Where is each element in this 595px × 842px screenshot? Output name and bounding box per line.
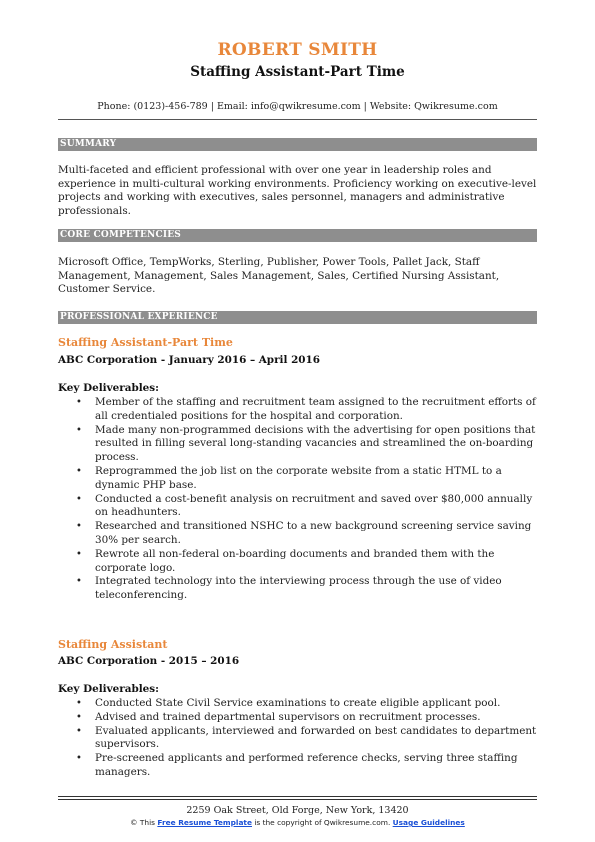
job-2-deliverables-label: Key Deliverables:	[58, 683, 159, 695]
candidate-name: ROBERT SMITH	[217, 40, 378, 60]
list-item: • Pre-screened applicants and performed reference checks, serving three staffing managers.	[76, 752, 518, 778]
job-1-deliverables-label: Key Deliverables:	[58, 382, 159, 394]
list-item: • Integrated technology into the interviewing process through the use of video teleconferencing.	[76, 575, 502, 602]
job-2-bullets	[58, 697, 537, 780]
job-2-company: ABC Corporation - 2015 – 2016	[58, 655, 240, 667]
competencies-text: Microsoft Office, TempWorks, Sterling, Publisher, Power Tools, Pallet Jack, Staff Management, Management, Sales Management, Sales, Certified Nursing Assistant, Customer Service.	[58, 256, 500, 296]
experience-heading: PROFESSIONAL EXPERIENCE	[58, 311, 537, 324]
copyright-prefix: © This	[130, 818, 156, 827]
job-1-bullets	[58, 396, 537, 603]
footer-divider-secondary	[58, 799, 537, 800]
bullet-icon: •	[76, 698, 82, 709]
list-item: • Member of the staffing and recruitment team assigned to the recruitment efforts of all credentialed positions for the hospital and corporation.	[76, 396, 536, 422]
list-item: • Researched and transitioned NSHC to a new background screening service saving 30% per search.	[76, 520, 532, 546]
copyright-middle: is the copyright of Qwikresume.com.	[254, 818, 391, 827]
job-2-role: Staffing Assistant	[58, 638, 168, 651]
job-1-role: Staffing Assistant-Part Time	[58, 336, 233, 349]
list-item: • Rewrote all non-federal on-boarding documents and branded them with the corporate logo.	[76, 547, 495, 574]
bullet-icon: •	[76, 753, 82, 765]
bullet-icon: •	[76, 576, 82, 588]
list-item: • Conducted a cost-benefit analysis on recruitment and saved over $80,000 annually on headhunters.	[76, 492, 533, 519]
bullet-icon: •	[76, 424, 82, 436]
bullet-icon: •	[76, 711, 82, 723]
competencies-heading: CORE COMPETENCIES	[58, 229, 537, 242]
contact-line: Phone: (0123)-456-789 | Email: info@qwikresume.com | Website: Qwikresume.com	[97, 101, 498, 112]
list-item: • Made many non-programmed decisions with the advertising for open positions that resulted in filling several long-standing vacancies and streamlined the on-boarding process.	[76, 423, 536, 464]
bullet-icon: •	[76, 548, 82, 560]
candidate-title: Staffing Assistant-Part Time	[190, 64, 405, 80]
job-1-company: ABC Corporation - January 2016 – April 2016	[58, 354, 320, 366]
summary-text: Multi-faceted and efficient professional with over one year in leadership roles and experience in multi-cultural working environments. Proficiency working on executive-level projects and working with executives, sales personnel, managers and administrative professionals.	[58, 164, 537, 217]
bullet-icon: •	[76, 521, 82, 533]
footer-copyright	[0, 818, 595, 827]
footer-divider	[58, 796, 537, 797]
usage-guidelines-link[interactable]: Usage Guidelines	[392, 818, 465, 827]
list-item: • Evaluated applicants, interviewed and forwarded on best candidates to department supervisors.	[76, 724, 537, 751]
list-item: • Reprogrammed the job list on the corporate website from a static HTML to a dynamic PHP base.	[76, 464, 502, 491]
footer-address: 2259 Oak Street, Old Forge, New York, 13420	[186, 805, 409, 816]
list-item: • Advised and trained departmental supervisors on recruitment processes.	[76, 710, 481, 723]
bullet-icon: •	[76, 725, 82, 737]
bullet-icon: •	[76, 465, 82, 477]
header-divider	[58, 119, 537, 120]
list-item: • Conducted State Civil Service examinations to create eligible applicant pool.	[76, 697, 501, 709]
free-resume-template-link[interactable]: Free Resume Template	[157, 818, 252, 827]
bullet-icon: •	[76, 493, 82, 505]
summary-heading: SUMMARY	[58, 138, 537, 151]
bullet-icon: •	[76, 397, 82, 408]
